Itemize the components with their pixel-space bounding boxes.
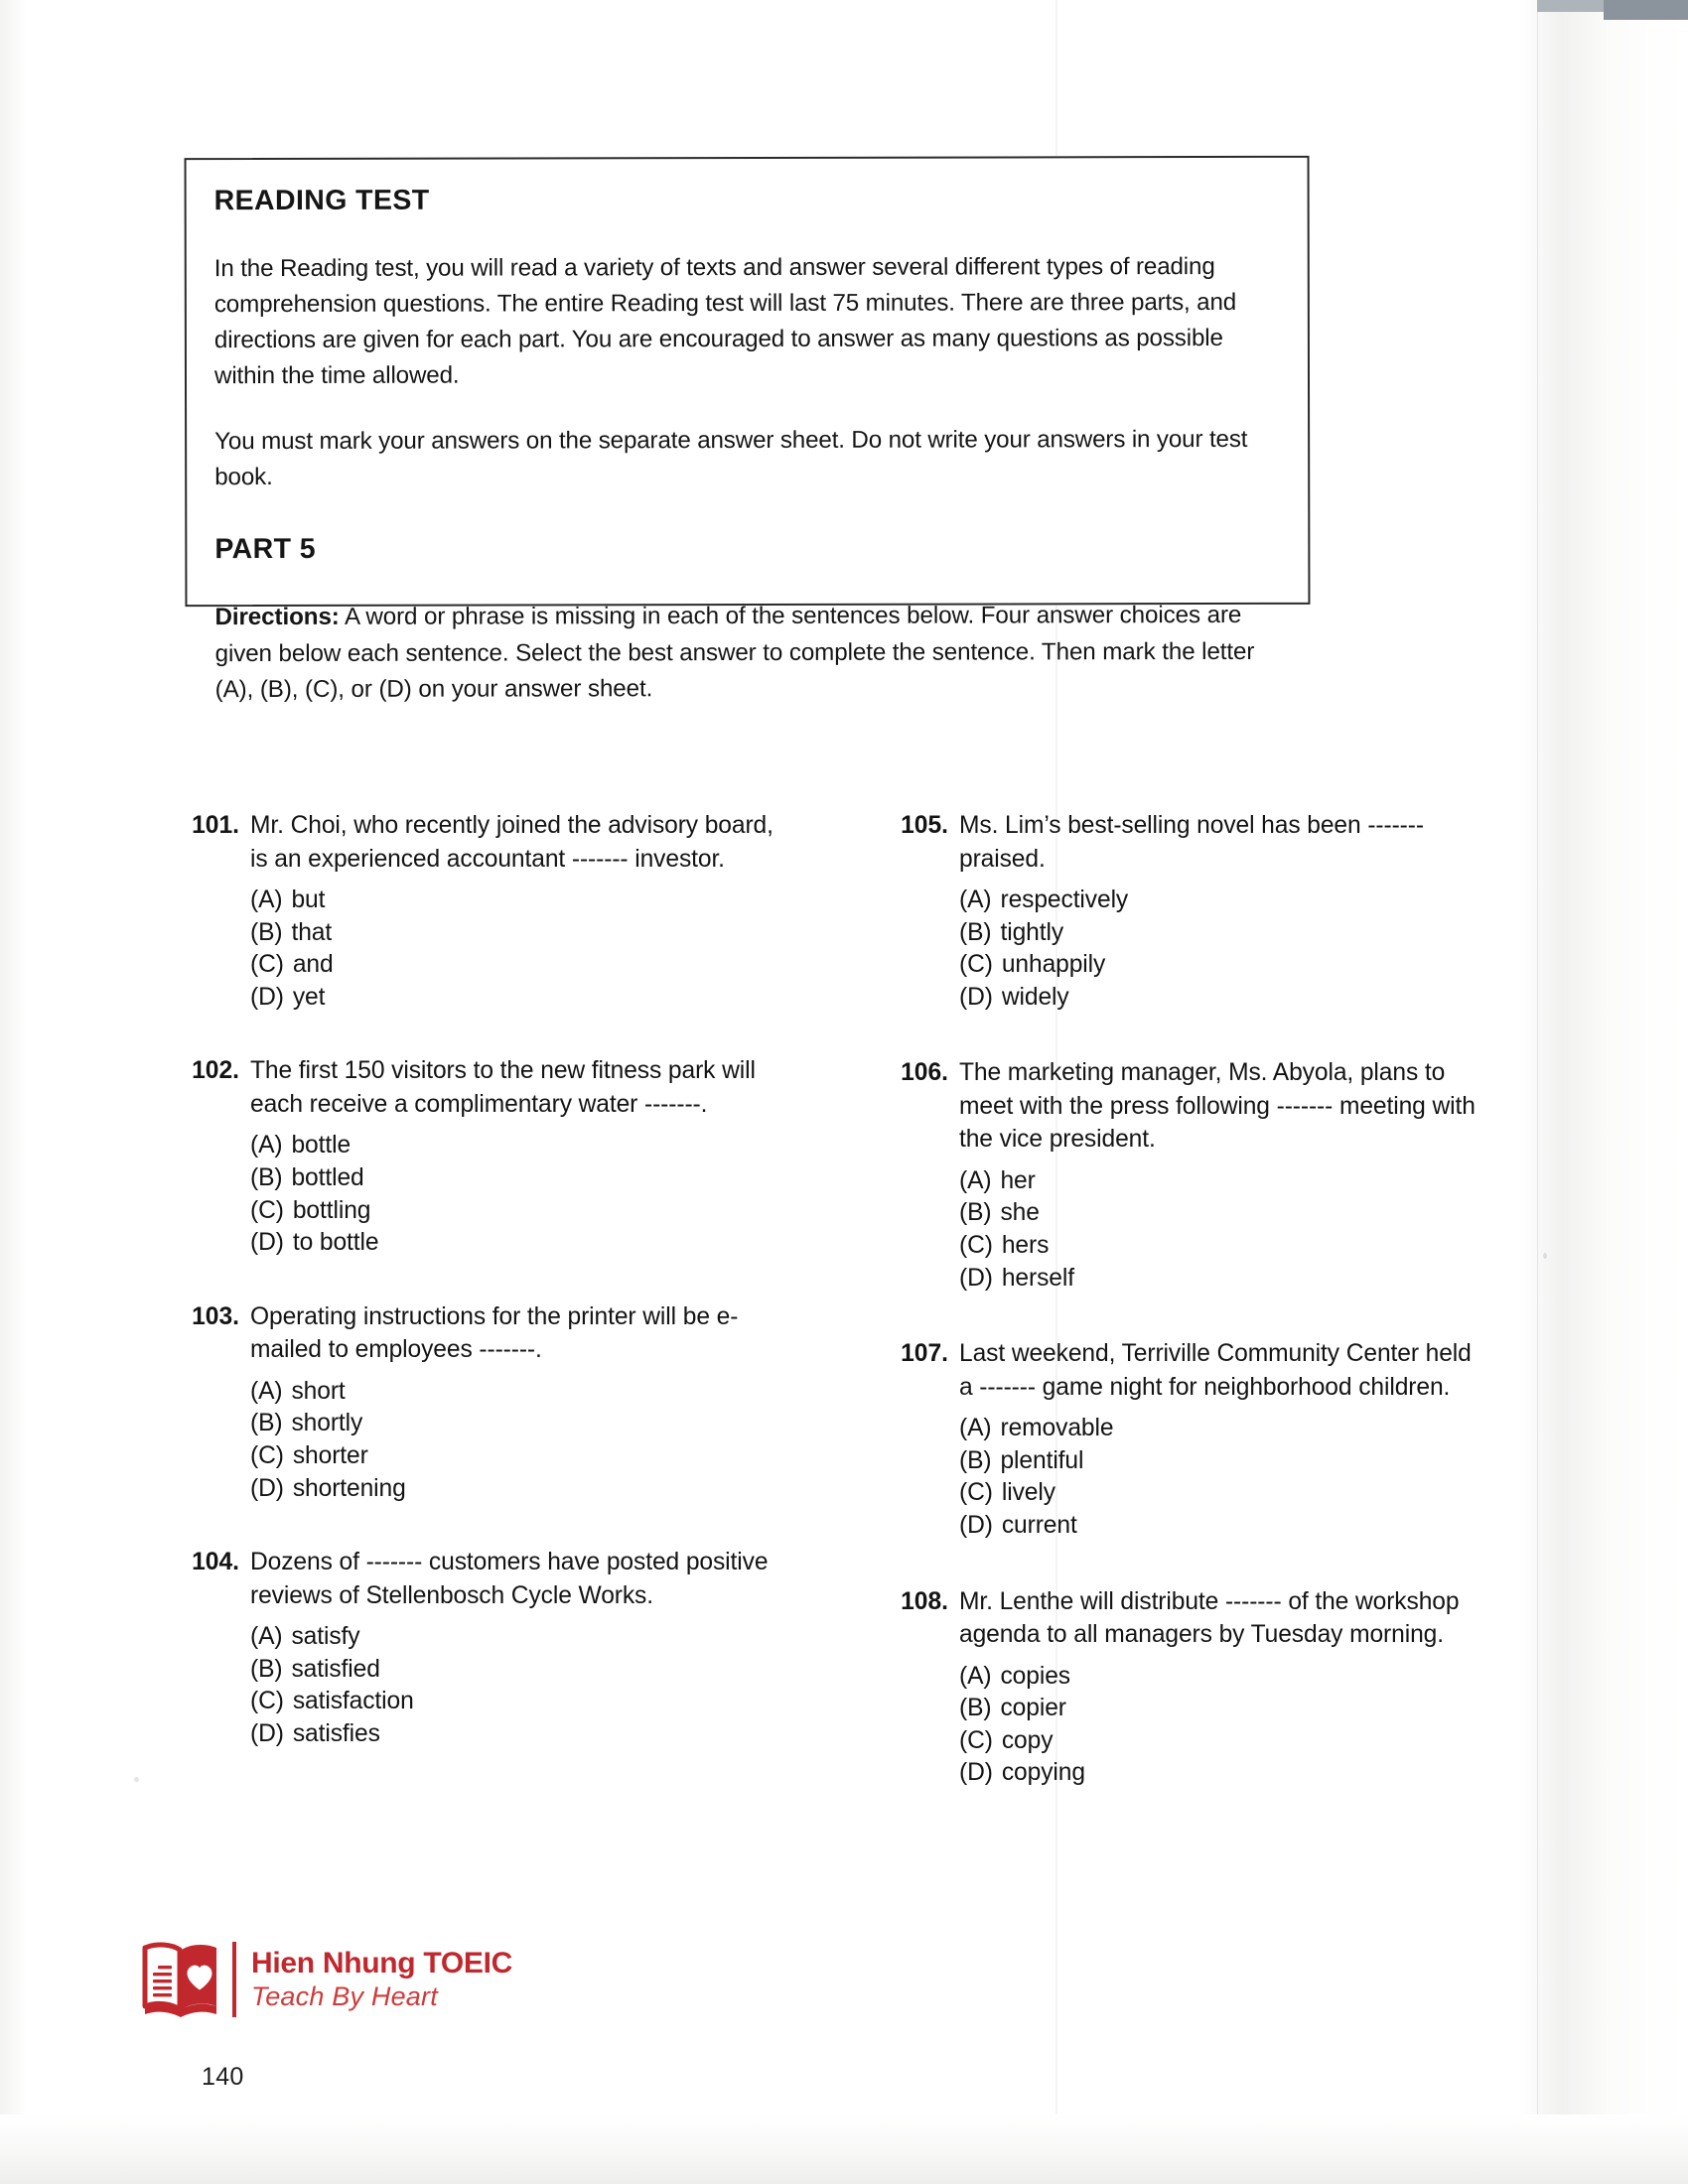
answer-choices: [250, 1130, 776, 1259]
answer-choice[interactable]: [959, 1197, 1485, 1230]
scan-bottom-shadow: [0, 2115, 1688, 2184]
answer-choice-letter: (C): [250, 1196, 284, 1224]
answer-choices: [250, 1621, 776, 1750]
answer-choices: [250, 1376, 776, 1505]
answer-choice-letter: (A): [959, 1415, 992, 1442]
answer-choice[interactable]: [250, 1440, 776, 1473]
reading-test-heading: READING TEST: [213, 184, 430, 217]
question-body: [250, 809, 776, 1014]
question-number: 103.: [192, 1302, 239, 1330]
question-number: 106.: [901, 1059, 948, 1087]
answer-choices: [959, 1165, 1485, 1295]
question-body: [959, 1056, 1485, 1295]
logo-tagline: Teach By Heart: [251, 1981, 438, 2011]
question-number: 102.: [192, 1057, 239, 1085]
answer-choice-letter: (C): [250, 1688, 284, 1715]
answer-choice[interactable]: [959, 1165, 1485, 1198]
answer-choice[interactable]: [959, 1445, 1485, 1478]
answer-choice[interactable]: [250, 1621, 776, 1654]
answer-choice-text: shortening: [292, 1474, 406, 1502]
directions-box: [185, 156, 1311, 704]
reading-test-intro-paragraph: In the Reading test, you will read a variety of texts and answer several different types of reading comprehension questions. The entire Reading test will last 75 minutes. There are three parts, and directions are given for each part. You are encouraged to answer as many questions as possible within the time allowed.: [213, 253, 1237, 390]
answer-choice[interactable]: [959, 982, 1485, 1015]
answer-choice-text: to bottle: [292, 1229, 379, 1257]
answer-choice-text: copier: [1000, 1695, 1066, 1722]
answer-choice-text: hers: [1001, 1232, 1050, 1260]
question-stem: Operating instructions for the printer will be e-mailed to employees -------.: [250, 1302, 739, 1364]
answer-choice-text: short: [291, 1377, 346, 1405]
question-stem: Mr. Choi, who recently joined the advisory board, is an experienced accountant ------- investor.: [250, 812, 774, 873]
answer-choice[interactable]: [250, 1654, 776, 1687]
answer-choice-letter: (D): [959, 1264, 993, 1292]
brand-logo: [139, 1941, 512, 2018]
question-body: [959, 1337, 1485, 1542]
answer-choice[interactable]: [959, 1693, 1485, 1725]
answer-choice[interactable]: [959, 1263, 1485, 1296]
answer-choice[interactable]: [959, 1510, 1485, 1543]
answer-choice-letter: (A): [250, 1132, 283, 1160]
question-item: [185, 809, 776, 1014]
answer-choice[interactable]: [959, 1477, 1485, 1510]
question-body: [250, 1300, 776, 1505]
question-body: [250, 1054, 776, 1259]
answer-choice[interactable]: [250, 917, 776, 950]
part-5-directions: [214, 598, 1274, 709]
answer-choice-text: widely: [1001, 983, 1069, 1011]
answer-choice[interactable]: [250, 1130, 776, 1162]
answer-choice-letter: (D): [250, 1229, 284, 1257]
answer-choice[interactable]: [959, 949, 1485, 982]
answer-choices: [959, 1661, 1485, 1790]
logo-brand-name: Hien Nhung TOEIC: [251, 1947, 512, 1979]
answer-choices: [959, 885, 1485, 1014]
answer-choice-text: unhappily: [1001, 951, 1106, 979]
answer-choice[interactable]: [250, 1718, 776, 1751]
scan-speck: [134, 1777, 139, 1782]
answer-choice-text: tightly: [1000, 918, 1064, 946]
answer-choice[interactable]: [959, 1725, 1485, 1758]
answer-choice-letter: (B): [250, 1163, 283, 1191]
question-number: 104.: [192, 1549, 239, 1576]
question-item: [894, 1056, 1485, 1295]
answer-choice-text: satisfaction: [292, 1688, 414, 1715]
answer-choice[interactable]: [250, 1686, 776, 1718]
questions-area: [185, 809, 1485, 1833]
directions-body-text: A word or phrase is missing in each of the sentences below. Four answer choices are given below each sentence. Select the best answer to complete the sentence. Then mark the letter (A), (B), (C), or (D) on your answer sheet.: [214, 601, 1255, 704]
answer-choice-letter: (B): [959, 1446, 992, 1474]
question-number: 107.: [901, 1340, 948, 1368]
question-stem: Last weekend, Terriville Community Center held a ------- game night for neighborhood children.: [959, 1340, 1472, 1401]
answer-choice-letter: (B): [959, 1199, 992, 1227]
question-item: [185, 1054, 776, 1259]
answer-choice[interactable]: [250, 885, 776, 917]
answer-choice-text: bottle: [291, 1132, 352, 1160]
answer-choice-text: that: [291, 918, 333, 946]
answer-choice-letter: (C): [250, 951, 284, 979]
questions-left-column: [185, 809, 776, 1833]
answer-choices: [250, 885, 776, 1014]
answer-choice-letter: (A): [250, 1377, 283, 1405]
answer-choice-text: satisfied: [291, 1655, 380, 1683]
answer-choice-text: shortly: [291, 1410, 363, 1437]
answer-choice-text: herself: [1001, 1264, 1074, 1292]
answer-choice-text: bottling: [292, 1196, 371, 1224]
question-number: 105.: [901, 812, 948, 839]
answer-choice[interactable]: [250, 1408, 776, 1440]
answer-choice-letter: (D): [959, 983, 993, 1011]
answer-choice-letter: (C): [250, 1441, 284, 1469]
answer-choice-text: copying: [1001, 1759, 1085, 1787]
directions-label: Directions:: [214, 603, 340, 631]
question-item: [894, 809, 1485, 1014]
answer-choice[interactable]: [250, 949, 776, 982]
answer-choice-text: shorter: [292, 1441, 368, 1469]
answer-choice-text: satisfies: [292, 1719, 380, 1747]
answer-choice-text: satisfy: [291, 1623, 360, 1651]
answer-choice-letter: (D): [959, 1759, 993, 1787]
question-stem: The first 150 visitors to the new fitness park will each receive a complimentary water -------.: [250, 1057, 756, 1118]
answer-choice[interactable]: [959, 885, 1485, 917]
answer-choice-text: and: [292, 951, 334, 979]
answer-choice-text: she: [1000, 1199, 1040, 1227]
scan-left-edge-shadow: [0, 0, 26, 2184]
question-item: [894, 1337, 1485, 1542]
part-5-heading: PART 5: [214, 532, 317, 566]
answer-choice[interactable]: [959, 1413, 1485, 1445]
question-body: [959, 809, 1485, 1014]
answer-choice-text: her: [1000, 1166, 1036, 1194]
questions-right-column: [894, 809, 1485, 1833]
question-item: [185, 1300, 776, 1505]
scan-right-edge-shadow: [1519, 0, 1688, 2184]
question-number: 101.: [192, 812, 239, 839]
answer-choice-text: lively: [1001, 1479, 1055, 1507]
answer-choice-letter: (D): [250, 983, 284, 1011]
answer-choice-letter: (A): [959, 887, 992, 913]
answer-choice[interactable]: [250, 982, 776, 1015]
answer-choice-letter: (D): [250, 1719, 284, 1747]
scan-speck: [1543, 1253, 1547, 1259]
answer-choice[interactable]: [959, 1661, 1485, 1694]
answer-choice-text: but: [291, 887, 326, 913]
question-item: [894, 1585, 1485, 1790]
answer-choice-text: current: [1001, 1512, 1077, 1540]
answer-choice-text: respectively: [1000, 887, 1129, 913]
answer-choice-text: removable: [1000, 1415, 1114, 1442]
answer-choice-letter: (B): [250, 918, 283, 946]
answer-choice-letter: (A): [250, 1623, 283, 1651]
answer-choice-letter: (A): [959, 1166, 992, 1194]
answer-choice-letter: (A): [959, 1662, 992, 1690]
answer-choice-text: bottled: [291, 1163, 364, 1191]
answer-choice-letter: (B): [250, 1410, 283, 1437]
logo-divider: [232, 1942, 236, 2017]
answer-choices: [959, 1413, 1485, 1542]
question-stem: Dozens of ------- customers have posted positive reviews of Stellenbosch Cycle Works.: [250, 1549, 769, 1609]
answer-choice[interactable]: [250, 1227, 776, 1260]
question-body: [250, 1546, 776, 1750]
scan-top-gray-strip-light: [1537, 0, 1607, 12]
answer-choice-letter: (C): [959, 1479, 993, 1507]
open-book-with-heart-icon: [139, 1941, 222, 2018]
answer-choice-text: plentiful: [1000, 1446, 1084, 1474]
scan-top-gray-strip: [1604, 0, 1688, 20]
answer-choice[interactable]: [959, 1757, 1485, 1790]
question-number: 108.: [901, 1587, 948, 1615]
answer-choice[interactable]: [250, 1162, 776, 1195]
answer-choice-letter: (A): [250, 887, 283, 913]
answer-choice-letter: (B): [250, 1655, 283, 1683]
answer-choice[interactable]: [250, 1376, 776, 1409]
answer-choice[interactable]: [250, 1473, 776, 1506]
question-stem: Mr. Lenthe will distribute ------- of the workshop agenda to all managers by Tuesday morning.: [959, 1587, 1460, 1649]
answer-sheet-paragraph: You must mark your answers on the separate answer sheet. Do not write your answers in your test book.: [214, 425, 1248, 491]
answer-choice[interactable]: [959, 1230, 1485, 1263]
answer-choice-text: copies: [1000, 1662, 1070, 1690]
answer-choice-letter: (B): [959, 918, 992, 946]
answer-choice-letter: (D): [250, 1474, 284, 1502]
answer-choice[interactable]: [959, 917, 1485, 950]
question-stem: Ms. Lim’s best-selling novel has been ------- praised.: [959, 812, 1424, 873]
page-number: 140: [202, 2063, 244, 2091]
answer-choice-text: yet: [292, 983, 326, 1011]
question-item: [185, 1546, 776, 1750]
answer-choice-letter: (D): [959, 1512, 993, 1540]
question-body: [959, 1585, 1485, 1790]
scan-page-edge-line: [1537, 0, 1538, 2184]
answer-choice-letter: (C): [959, 951, 993, 979]
answer-choice-letter: (C): [959, 1232, 993, 1260]
question-stem: The marketing manager, Ms. Abyola, plans to meet with the press following ------- meeting with the vice president.: [959, 1059, 1476, 1154]
answer-choice-letter: (B): [959, 1695, 992, 1722]
answer-choice[interactable]: [250, 1195, 776, 1228]
answer-choice-text: copy: [1001, 1726, 1054, 1754]
answer-choice-letter: (C): [959, 1726, 993, 1754]
